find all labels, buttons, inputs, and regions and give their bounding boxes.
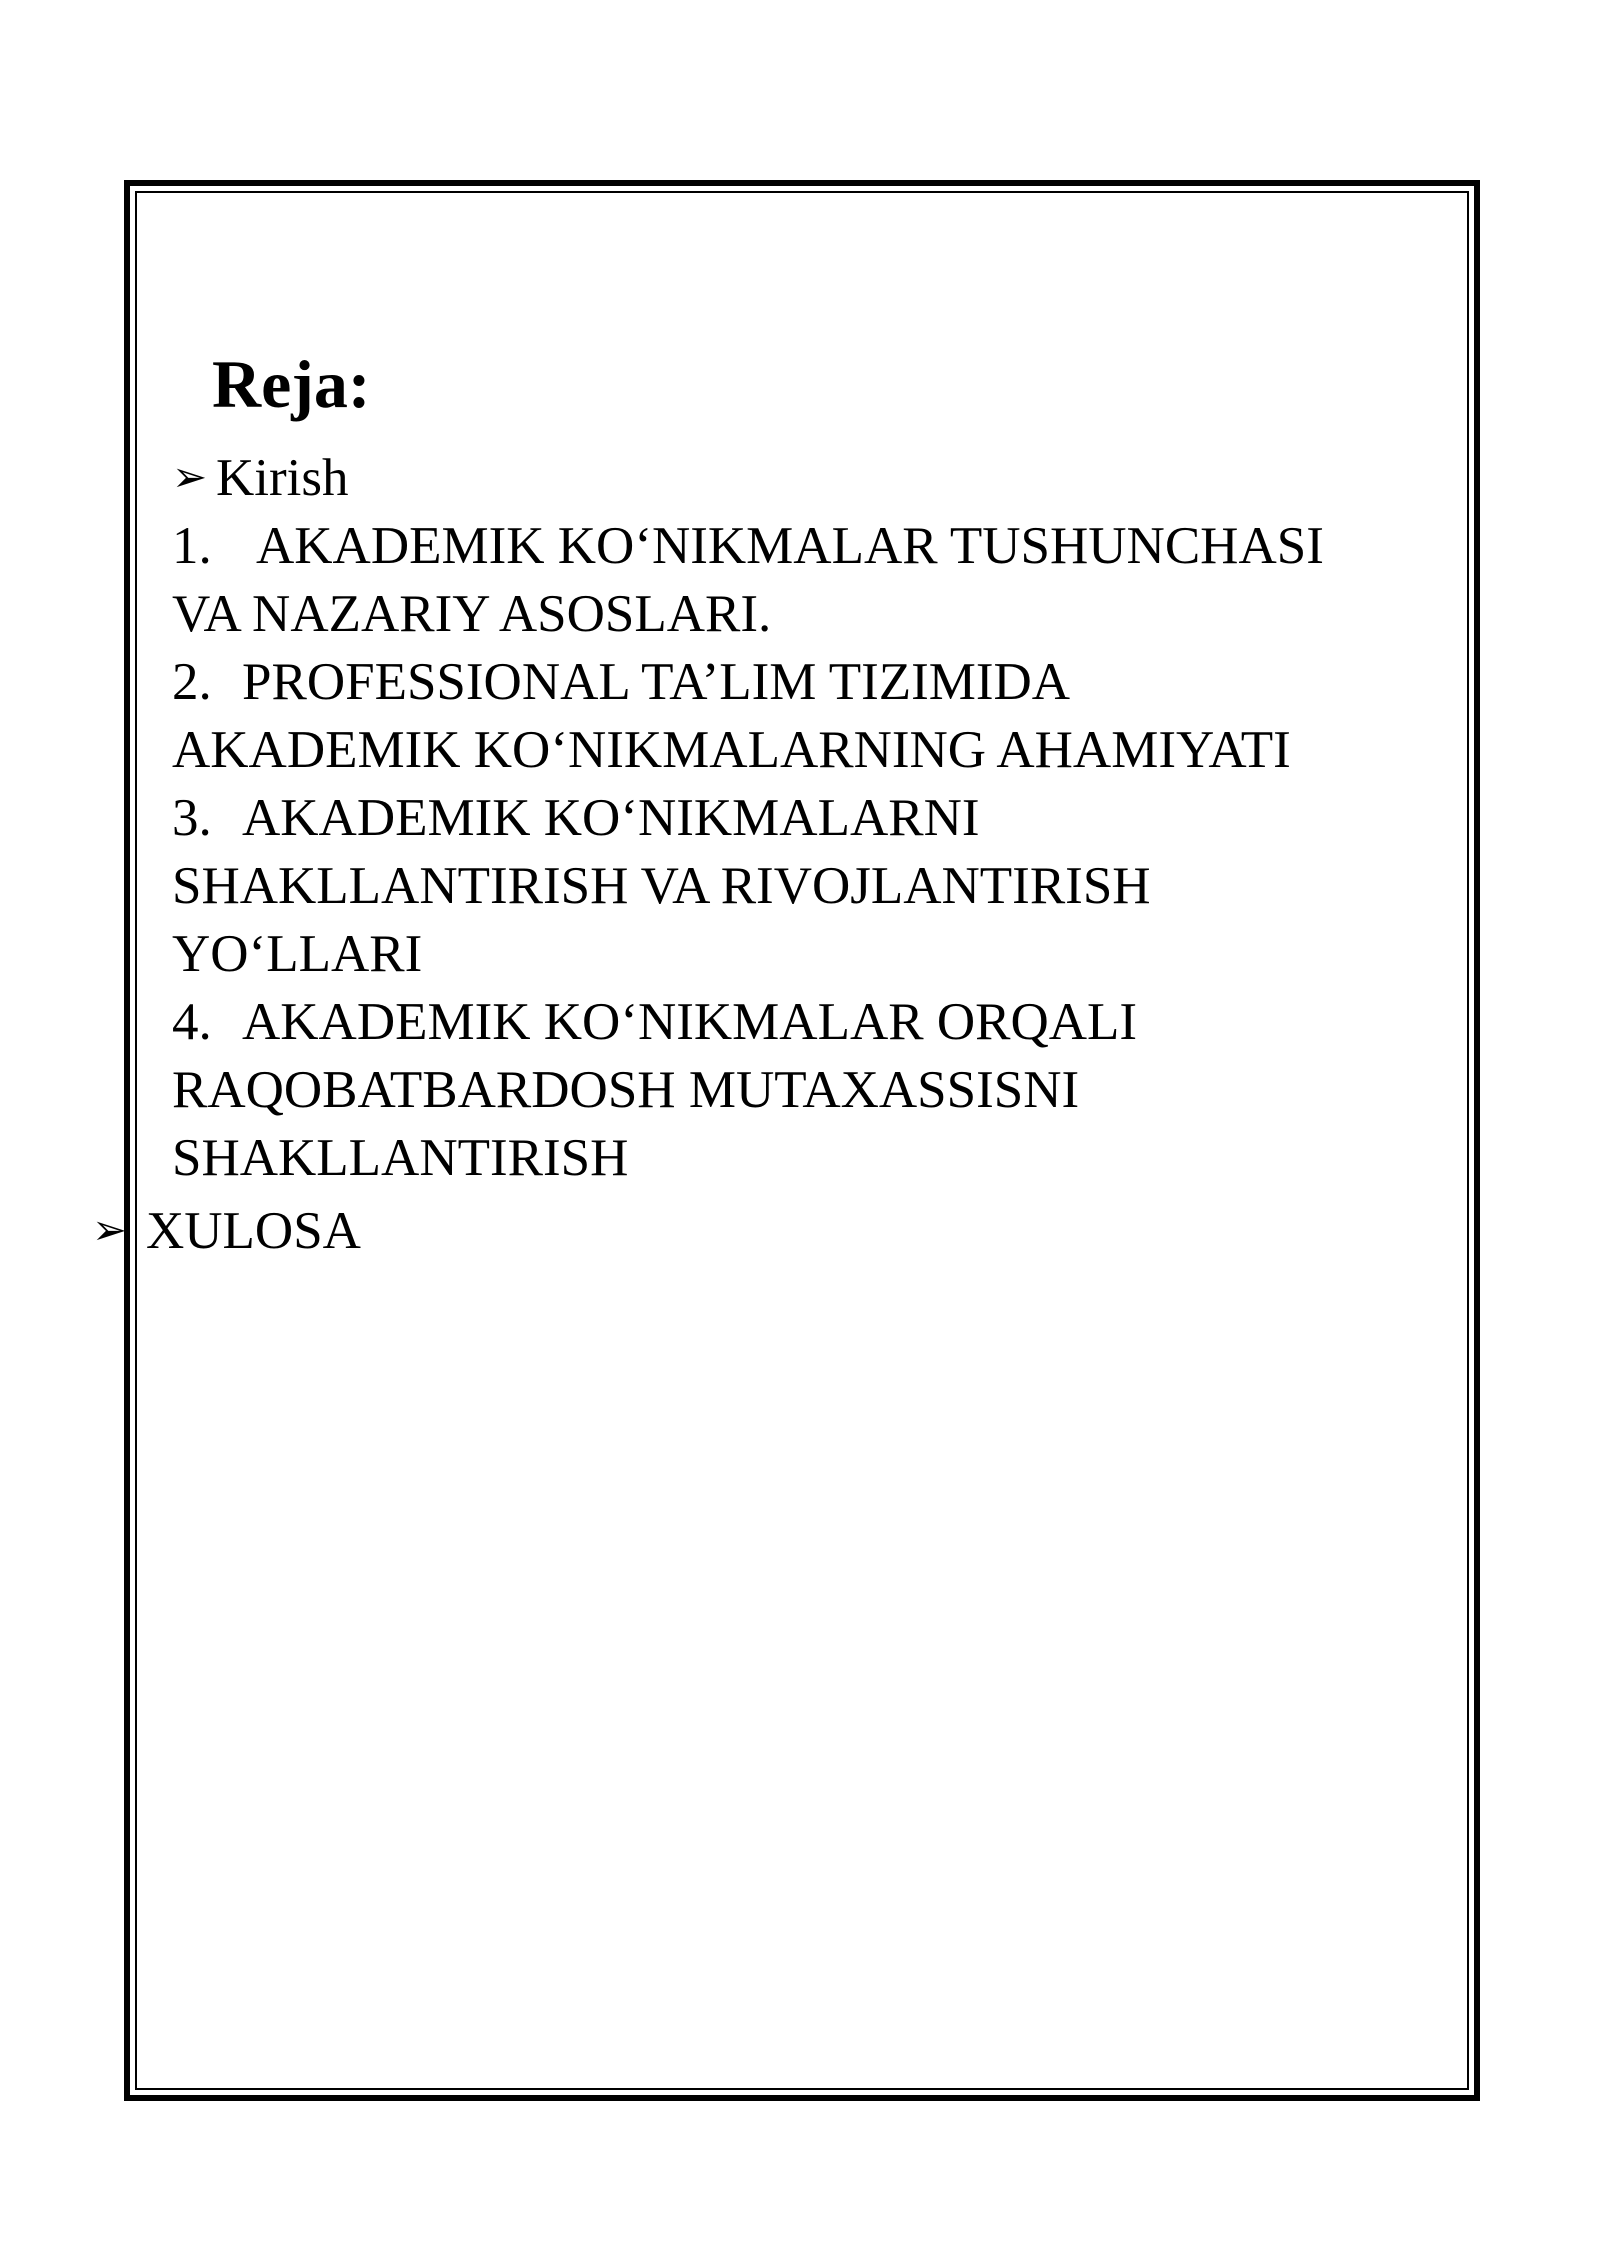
plan-item-text: AKADEMIK KO‘NIKMALAR TUSHUNCHASI: [256, 517, 1324, 575]
plan-item-number: 4.: [172, 993, 212, 1051]
plan-item-4-line-3: SHAKLLANTIRISH: [172, 1129, 629, 1187]
plan-item-number: 2.: [172, 653, 212, 711]
plan-item-4-line-2: RAQOBATBARDOSH MUTAXASSISNI: [172, 1061, 1080, 1119]
plan-item-intro: [172, 449, 349, 507]
plan-item-conclusion: [92, 1202, 361, 1260]
plan-item-3-line-3: YO‘LLARI: [172, 925, 423, 983]
plan-item-number: 1.: [172, 517, 212, 575]
plan-item-2-line-1: [172, 653, 1071, 711]
plan-item-label: XULOSA: [146, 1202, 361, 1260]
plan-item-2-line-2: AKADEMIK KO‘NIKMALARNING AHAMIYATI: [172, 721, 1291, 779]
plan-item-1-line-1: [172, 517, 1324, 575]
plan-item-label: Kirish: [216, 449, 349, 507]
plan-item-number: 3.: [172, 789, 212, 847]
plan-item-3-line-1: [172, 789, 980, 847]
arrow-bullet-icon: ➢: [92, 1208, 128, 1254]
plan-heading: Reja:: [212, 346, 371, 422]
plan-item-1-line-2: VA NAZARIY ASOSLARI.: [172, 585, 772, 643]
plan-item-3-line-2: SHAKLLANTIRISH VA RIVOJLANTIRISH: [172, 857, 1151, 915]
plan-item-text: AKADEMIK KO‘NIKMALARNI: [242, 789, 980, 847]
arrow-bullet-icon: ➢: [172, 455, 208, 501]
plan-item-text: PROFESSIONAL TA’LIM TIZIMIDA: [242, 653, 1071, 711]
plan-item-4-line-1: [172, 993, 1138, 1051]
plan-item-text: AKADEMIK KO‘NIKMALAR ORQALI: [242, 993, 1138, 1051]
